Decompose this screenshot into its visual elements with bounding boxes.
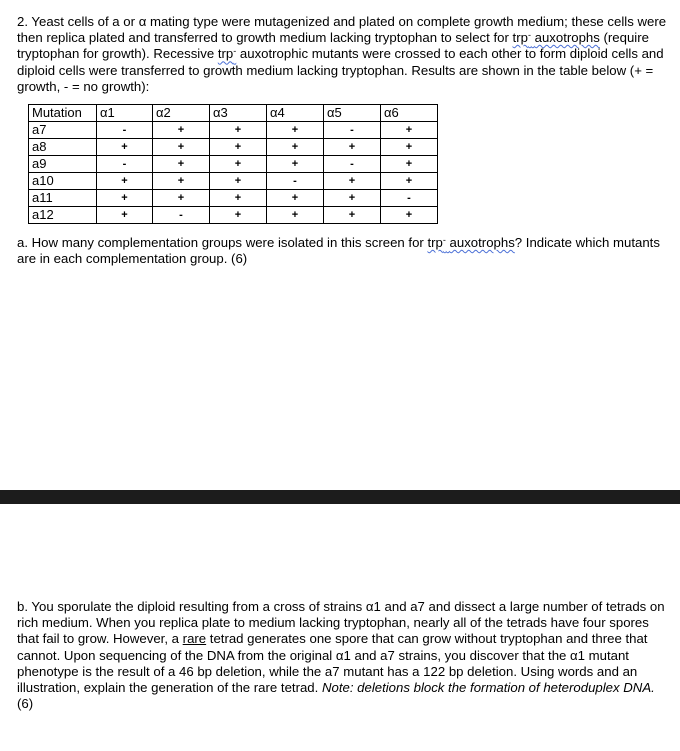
part-a-text-1: a. How many complementation groups were isolated in this screen for — [17, 235, 428, 250]
table-cell: + — [97, 139, 153, 156]
table-cell: + — [267, 139, 324, 156]
table-cell: + — [153, 173, 210, 190]
table-cell: + — [324, 139, 381, 156]
header-alpha6: α6 — [381, 105, 438, 122]
table-cell: - — [97, 122, 153, 139]
table-cell: + — [153, 139, 210, 156]
header-alpha5: α5 — [324, 105, 381, 122]
table-cell: - — [267, 173, 324, 190]
superscript-minus: - — [527, 30, 531, 41]
table-cell: + — [324, 173, 381, 190]
table-cell: + — [324, 207, 381, 224]
part-b-text-2: tetrad generates one spore that can grow without tryptophan and three that cannot. Upon sequencing of the DNA from the original α1 and a7 strains, you discover that the α1 mutant phenotype is the result of a 46 bp deletion, while the a7 mutant has a 122 bp deletion. Using words and an illustration, explain the generation of the rare tetrad. — [17, 631, 648, 696]
section-divider — [0, 490, 680, 504]
table-cell: + — [381, 207, 438, 224]
table-cell: + — [267, 207, 324, 224]
table-cell: + — [153, 190, 210, 207]
table-cell: + — [324, 190, 381, 207]
intro-text-2: (require tryptophan for growth). Recessive — [17, 30, 649, 62]
table-cell: - — [324, 122, 381, 139]
table-cell: + — [97, 190, 153, 207]
table-cell: - — [97, 156, 153, 173]
part-b-question — [17, 599, 667, 712]
superscript-minus: - — [442, 235, 446, 245]
table-cell: + — [381, 156, 438, 173]
question-2-intro — [17, 14, 667, 95]
trp-term-2: trp- — [217, 46, 237, 62]
table-cell: + — [267, 190, 324, 207]
table-cell: + — [381, 173, 438, 190]
table-cell: + — [153, 156, 210, 173]
part-b-points: (6) — [17, 696, 34, 712]
header-alpha2: α2 — [153, 105, 210, 122]
rare-underlined: rare — [182, 631, 207, 647]
question-2 — [17, 14, 667, 95]
table-cell: + — [210, 122, 267, 139]
table-row — [29, 122, 438, 139]
row-label: a9 — [29, 156, 97, 173]
table-row — [29, 207, 438, 224]
row-label: a10 — [29, 173, 97, 190]
trp-term-1: trp- auxotrophs — [512, 30, 600, 46]
table-cell: + — [97, 173, 153, 190]
header-alpha1: α1 — [97, 105, 153, 122]
table-cell: + — [210, 156, 267, 173]
row-label: a11 — [29, 190, 97, 207]
table-cell: + — [381, 122, 438, 139]
table-cell: - — [324, 156, 381, 173]
row-label: a12 — [29, 207, 97, 224]
table-cell: - — [381, 190, 438, 207]
table-row — [29, 190, 438, 207]
auxotrophs-term: auxotrophs — [534, 30, 600, 46]
table-row — [29, 173, 438, 190]
part-a-text-2: ? Indicate which mutants are in each complementation group. (6) — [17, 235, 660, 267]
table-cell: - — [153, 207, 210, 224]
header-mutation: Mutation — [29, 105, 97, 122]
part-b-text-1: b. You sporulate the diploid resulting from a cross of strains α1 and a7 and dissect a large number of tetrads on rich medium. When you replica plate to medium lacking tryptophan, nearly all of the tetrads have four spores that fail to grow. However, a — [17, 599, 665, 647]
intro-text-1: 2. Yeast cells of a or α mating type were mutagenized and plated on complete growth medium; these cells were then replica plated and transferred to growth medium lacking tryptophan to select for — [17, 14, 667, 46]
header-alpha3: α3 — [210, 105, 267, 122]
table-cell: + — [210, 139, 267, 156]
part-a-question — [17, 235, 667, 267]
table-cell: + — [267, 122, 324, 139]
table-cell: + — [153, 122, 210, 139]
table-header-row — [29, 105, 438, 122]
table-cell: + — [210, 190, 267, 207]
table-cell: + — [381, 139, 438, 156]
table-row — [29, 139, 438, 156]
row-label: a8 — [29, 139, 97, 156]
superscript-minus: - — [233, 46, 237, 57]
table-cell: + — [210, 173, 267, 190]
row-label: a7 — [29, 122, 97, 139]
intro-text-3: auxotrophic mutants were crossed to each other to form diploid cells and diploid cells were transferred to growth medium lacking tryptophan. Results are shown in the table below (+ = growth, - = no growth): — [17, 46, 664, 94]
table-cell: + — [97, 207, 153, 224]
header-alpha4: α4 — [267, 105, 324, 122]
trp-auxotrophs-term: trp- auxotrophs — [427, 235, 515, 250]
part-b-note: Note: deletions block the formation of heteroduplex DNA. — [321, 680, 655, 696]
table-cell: + — [267, 156, 324, 173]
complementation-table — [28, 104, 438, 224]
table-row — [29, 156, 438, 173]
table-cell: + — [210, 207, 267, 224]
